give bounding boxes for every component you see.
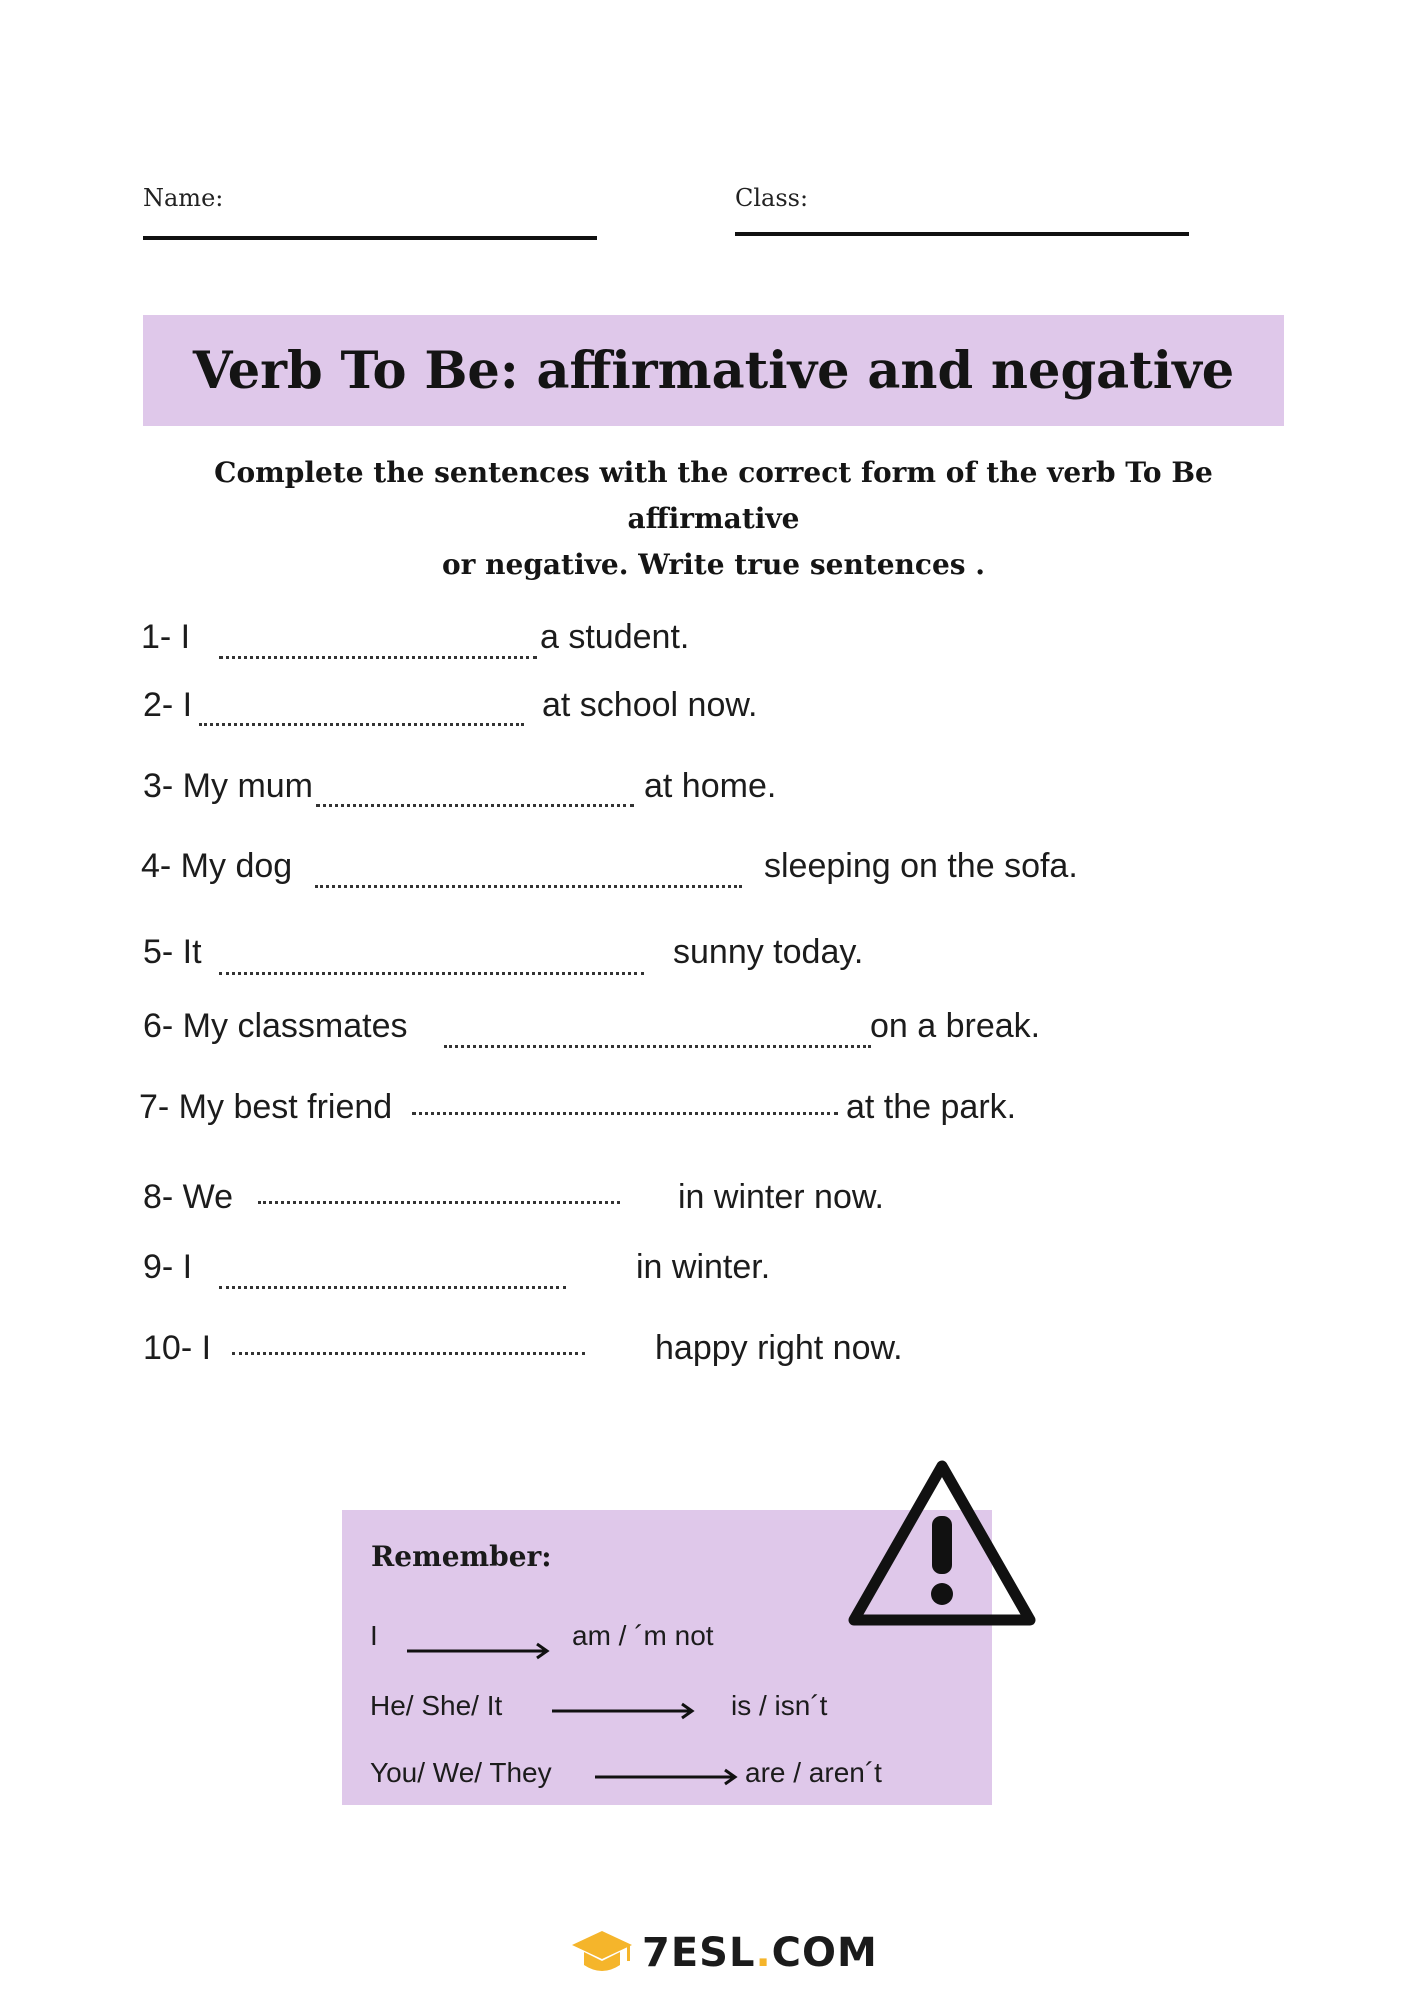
arrow-icon	[550, 1696, 700, 1726]
remember-row-2-subject: He/ She/ It	[370, 1690, 503, 1721]
exercise-3-prefix: 3- My mum	[143, 767, 313, 805]
exercise-8-blank[interactable]	[258, 1201, 620, 1204]
exercise-4-blank[interactable]	[315, 885, 742, 888]
exercise-6-prefix: 6- My classmates	[143, 1007, 408, 1045]
exercise-10-suffix: happy right now.	[655, 1329, 903, 1367]
exercise-7-blank[interactable]	[412, 1112, 838, 1115]
brand-logo	[570, 1927, 878, 1979]
exercise-6-suffix: on a break.	[870, 1007, 1041, 1045]
instructions	[143, 450, 1284, 588]
remember-row-3-subject: You/ We/ They	[370, 1757, 552, 1788]
exercise-7-suffix: at the park.	[846, 1088, 1017, 1126]
exercise-5-prefix: 5- It	[143, 933, 202, 971]
exercise-1-blank[interactable]	[219, 656, 537, 659]
exercise-9-prefix: 9- I	[143, 1248, 193, 1286]
exercise-4-suffix: sleeping on the sofa.	[764, 847, 1078, 885]
exercise-6-blank[interactable]	[444, 1045, 871, 1048]
logo-dot: .	[755, 1930, 772, 1976]
logo-text	[642, 1930, 878, 1976]
remember-row-1-subject: I	[370, 1620, 378, 1651]
arrow-icon	[593, 1762, 743, 1792]
exercise-1-suffix: a student.	[540, 618, 690, 656]
class-line[interactable]	[735, 232, 1189, 236]
exercise-9-suffix: in winter.	[636, 1248, 771, 1286]
exercise-8-prefix: 8- We	[143, 1178, 234, 1216]
exercise-2-blank[interactable]	[199, 723, 524, 726]
remember-row-2-forms: is / isn´t	[731, 1690, 828, 1721]
graduation-cap-icon	[570, 1927, 634, 1979]
title-band	[143, 315, 1284, 426]
exercise-5-suffix: sunny today.	[673, 933, 864, 971]
exercise-2-suffix: at school now.	[542, 686, 758, 724]
name-line[interactable]	[143, 236, 597, 240]
exercise-10-prefix: 10- I	[143, 1329, 212, 1367]
remember-title: Remember:	[371, 1540, 552, 1573]
instructions-line-1: Complete the sentences with the correct form of the verb To Be affirmative	[214, 456, 1213, 535]
exercise-9-blank[interactable]	[219, 1286, 566, 1289]
remember-row-1-forms: am / ´m not	[572, 1620, 714, 1651]
exercise-3-blank[interactable]	[316, 804, 634, 807]
instructions-line-2: or negative. Write true sentences .	[441, 548, 986, 581]
exercise-4-prefix: 4- My dog	[141, 847, 293, 885]
remember-row-3-forms: are / aren´t	[745, 1757, 882, 1788]
exercise-3-suffix: at home.	[644, 767, 777, 805]
exercise-7-prefix: 7- My best friend	[139, 1088, 393, 1126]
name-label: Name:	[143, 184, 224, 212]
exercise-1-prefix: 1- I	[141, 618, 191, 656]
exercise-5-blank[interactable]	[219, 972, 644, 975]
exercise-8-suffix: in winter now.	[678, 1178, 884, 1216]
class-label: Class:	[735, 184, 809, 212]
logo-prefix: 7ESL	[642, 1930, 756, 1976]
logo-suffix: COM	[771, 1930, 878, 1976]
warning-icon	[848, 1458, 1036, 1628]
arrow-icon	[405, 1636, 555, 1666]
page-title: Verb To Be: affirmative and negative	[192, 340, 1235, 401]
exercise-2-prefix: 2- I	[143, 686, 193, 724]
exercise-10-blank[interactable]	[232, 1352, 585, 1355]
